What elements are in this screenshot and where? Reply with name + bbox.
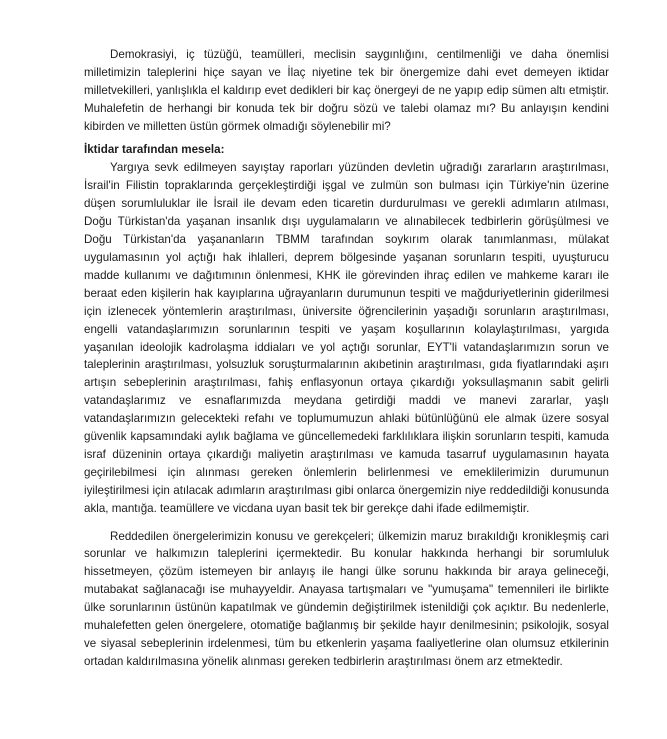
section-heading: İktidar tarafından mesela:	[84, 142, 225, 156]
paragraph-examples: Yargıya sevk edilmeyen sayıştay raporları yüzünden devletin uğradığı zararların araştırılması, İsrail'in Filistin topraklarında gerçekleştirdiği işgal ve zulmün son bulması için Türkiye'nin üzerine düşen sorumluluklar ile İsrail ile devam eden ticaretin durdurulması ve gerekli adımların atılması, Doğu Türkistan'da yaşanan insanlık dışı uygulamaların ve alınabilecek tedbirlerin görüşülmesi ve Doğu Türkistan'da yaşananların TBMM tarafından soykırım olarak tanımlanması, mülakat uygulamasının yol açtığı hak ihlalleri, deprem bölgesinde yaşanan sorunların tespiti, uyuşturucu madde kullanımı ve dağıtımının önlenmesi, KHK ile görevinden ihraç edilen ve mahkeme kararı ile beraat eden kişilerin hak kayıplarına uğrayanların durumunun tespiti ve mağduriyetlerinin giderilmesi için izlenecek yöntemlerin araştırılması, üniversite öğrencilerinin yaşadığı sorunların araştırılması, engelli vatandaşlarımızın sorunlarının tespiti ve yaşam koşullarının kolaylaştırılması, yargıda yaşanılan ideolojik kadrolaşma iddiaları ve yol açtığı sorunlar, EYT'li vatandaşlarımızın sorun ve taleplerinin araştırılması, yolsuzluk soruşturmalarının akıbetinin araştırılması, gıda fiyatlarındaki aşırı artışın sebeplerinin araştırılması, fahiş enflasyonun ortaya çıkardığı yoksullaşmanın sabit gelirli vatandaşlarımız ve esnaflarımızda meydana getirdiği maddi ve manevi zararlar, yaşlı vatandaşlarımızın gelecekteki refahı ve toplumumuzun ahlaki bütünlüğünü ele almak üzere sosyal güvenlik kapsamındaki aylık bağlama ve güncellemedeki farklılıklara ilişkin sorunların tespiti, kamuda israf düzeninin ortaya çıkardığı maliyetin araştırılması ve kamuda tasarruf uygulamasının hayata geçirilebilmesi için alınması gereken önlemlerin belirlenmesi ve emeklilerimizin durumunun iyileştirilmesi için atılacak adımların araştırılması gibi onlarca önergemizin niye reddedildiği konusunda akla, mantığa. teamüllere ve vicdana uyan basit tek bir gerekçe dahi ifade edilmemiştir.	[84, 161, 609, 515]
paragraph-intro: Demokrasiyi, iç tüzüğü, teamülleri, meclisin saygınlığını, centilmenliği ve daha önemlisi milletimizin taleplerini hiçe sayan ve İlaç niyetine tek bir önergemize dahi evet demeyen iktidar milletvekilleri, yanlışlıkla el kaldırıp evet dedikleri bir kaç önergeyi de ne yapıp edip sümen altı etmiştir. Muhalefetin de herhangi bir konuda tek bir doğru sözü ve talebi olamaz mı? Bu anlayışın kendini kibirden ve milletten üstün görmek olmadığı söylenebilir mi?	[84, 48, 609, 133]
paragraph-rejected-motions: Reddedilen önergelerimizin konusu ve gerekçeleri; ülkemizin maruz bırakıldığı kronikleşmiş cari sorunlar ve halkımızın taleplerini içermektedir. Bu konular hakkında herhangi bir sorumluluk hissetmeyen, çözüm istemeyen bir anlayış ile hangi ülke sorunu hakkında bir araya gelineceği, mutabakat sağlanacağı ise muhayyeldir. Anayasa tartışmaları ve "yumuşama" temennileri ile birlikte ülke sorunlarının üstünün kapatılmak ve gündemin değiştirilmek istenildiği çok açıktır. Bu nedenlerle, muhalefetten gelen önergelere, otomatiğe bağlanmış bir şekilde hayır denilmesinin; psikolojik, sosyal ve siyasal sebeplerinin irdelenmesi, tüm bu etkenlerin yaşama faaliyetlerine olan olumsuz etkilerinin ortadan kaldırılmasına yönelik alınması gereken tedbirlerin araştırılması önem arz etmektedir.	[84, 529, 609, 668]
